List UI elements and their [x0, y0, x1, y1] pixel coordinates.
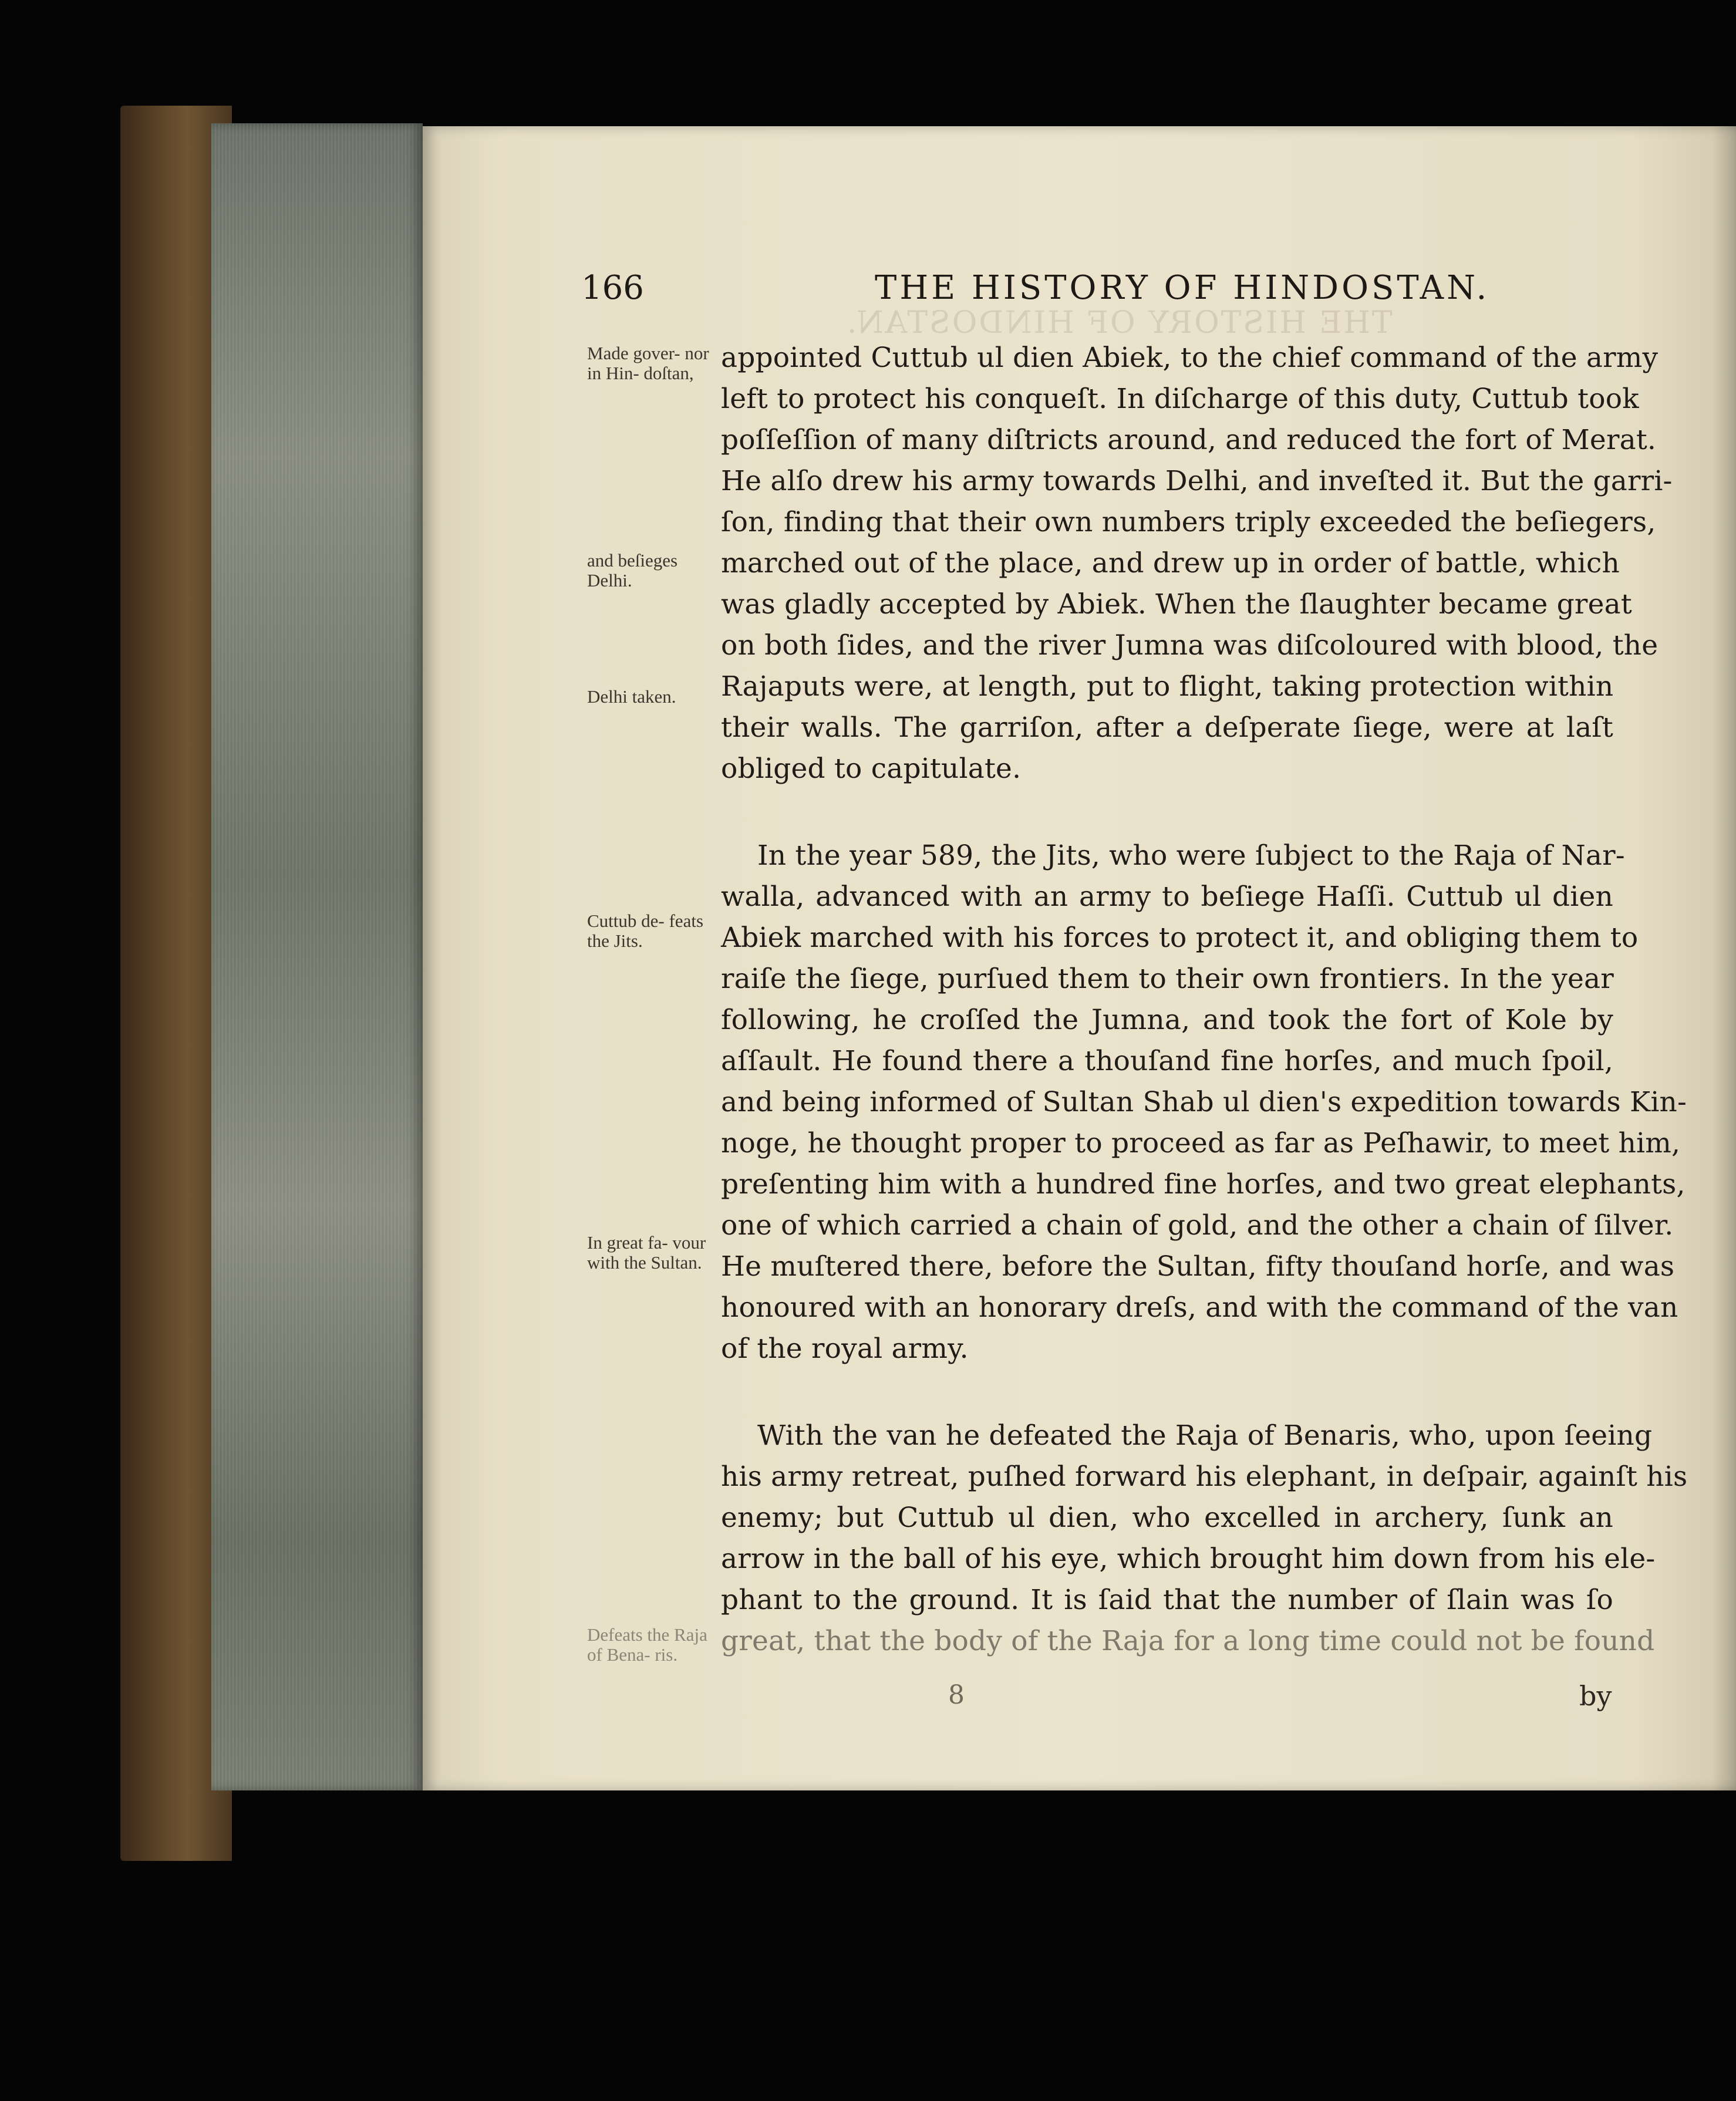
catchword: by	[1579, 1680, 1612, 1712]
text-line: noge, he thought proper to proceed as far as Peſhawir, to meet him,	[721, 1127, 1681, 1159]
sidenote-great-favour: In great fa- vour with the Sultan.	[587, 1232, 706, 1273]
text-line: of the royal army.	[721, 1333, 969, 1365]
text-line: marched out of the place, and drew up in order of battle, which	[721, 547, 1620, 579]
text-line: Rajaputs were, at length, put to flight, taking protection within	[721, 670, 1614, 703]
show-through-text: THE HISTORY OF HINDOSTAN.	[845, 305, 1393, 340]
sidenote-made-governor: Made gover- nor in Hin- doſtan,	[587, 343, 709, 383]
running-head	[581, 269, 1656, 316]
page-gutter-shadow	[1713, 126, 1736, 1790]
text-line: He muſtered there, before the Sultan, fifty thouſand horſe, and was	[721, 1250, 1675, 1283]
sidenote-delhi-taken: Delhi taken.	[587, 686, 676, 707]
text-line: honoured with an honorary dreſs, and with the command of the van	[721, 1291, 1678, 1324]
text-line: left to protect his conqueſt. In diſcharge of this duty, Cuttub took	[721, 383, 1639, 415]
text-line: aſſault. He found there a thouſand fine horſes, and much ſpoil,	[721, 1045, 1613, 1077]
text-line: arrow in the ball of his eye, which brought him down from his ele-	[721, 1543, 1656, 1575]
text-line: their walls. The garriſon, after a deſperate ſiege, were at laſt	[721, 711, 1613, 744]
text-line: appointed Cuttub ul dien Abiek, to the chief command of the army	[721, 342, 1659, 374]
page-number: 166	[581, 269, 644, 307]
text-line: phant to the ground. It is ſaid that the number of ſlain was ſo	[721, 1584, 1613, 1616]
signature-mark: 8	[948, 1680, 965, 1710]
text-line: ſon, finding that their own numbers triply exceeded the beſiegers,	[721, 506, 1656, 538]
text-line: and being informed of Sultan Shab ul dien's expedition towards Kin-	[721, 1086, 1687, 1118]
text-line: enemy; but Cuttub ul dien, who excelled in archery, ſunk an	[721, 1502, 1613, 1534]
text-line: Abiek marched with his forces to protect it, and obliging them to	[721, 922, 1639, 954]
text-line: poſſeſſion of many diſtricts around, and reduced the fort of Merat.	[721, 424, 1657, 456]
text-line: In the year 589, the Jits, who were ſubject to the Raja of Nar-	[757, 839, 1625, 872]
page-stack-edge	[211, 123, 423, 1790]
text-line: his army retreat, puſhed forward his elephant, in deſpair, againſt his	[721, 1461, 1688, 1493]
text-line: raiſe the ſiege, purſued them to their own frontiers. In the year	[721, 963, 1614, 995]
text-line: He alſo drew his army towards Delhi, and inveſted it. But the garri-	[721, 465, 1673, 497]
text-line: With the van he defeated the Raja of Benaris, who, upon ſeeing	[757, 1419, 1653, 1452]
text-line: preſenting him with a hundred fine horſes, and two great elephants,	[721, 1168, 1686, 1200]
sidenote-defeats-jits: Cuttub de- feats the Jits.	[587, 910, 704, 951]
text-line: walla, advanced with an army to beſiege Haſſi. Cuttub ul dien	[721, 881, 1613, 913]
text-line: obliged to capitulate.	[721, 753, 1022, 785]
sidenote-defeats-raja: Defeats the Raja of Bena- ris.	[587, 1624, 707, 1665]
text-line: on both ſides, and the river Jumna was diſcoloured with blood, the	[721, 629, 1659, 662]
running-title: THE HISTORY OF HINDOSTAN.	[875, 269, 1490, 307]
text-line: one of which carried a chain of gold, and the other a chain of ſilver.	[721, 1209, 1674, 1242]
sidenote-besieges-delhi: and beſieges Delhi.	[587, 550, 678, 591]
text-line: following, he croſſed the Jumna, and took the fort of Kole by	[721, 1004, 1613, 1036]
text-line: great, that the body of the Raja for a long time could not be found	[721, 1625, 1655, 1657]
text-line: was gladly accepted by Abiek. When the ſlaughter became great	[721, 588, 1632, 620]
